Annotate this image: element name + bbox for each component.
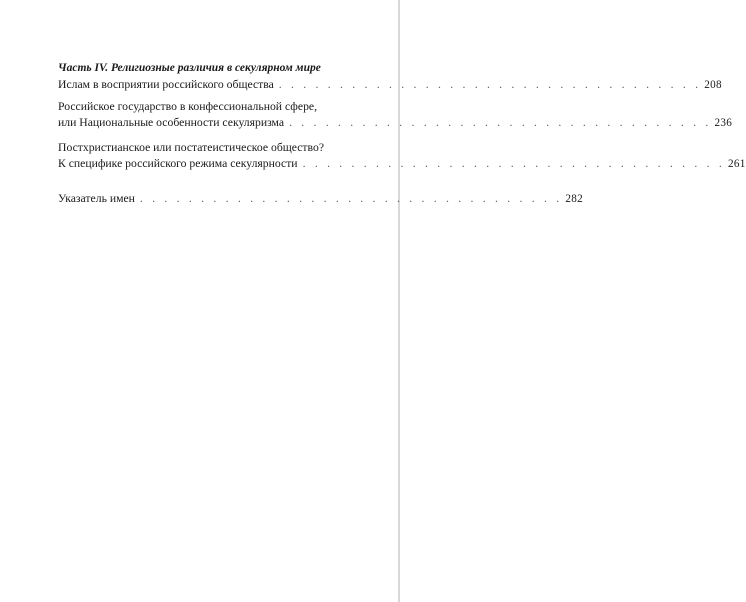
leader-dots: . . . . . . . . . . . . . . . . . . . . . . . . . . . . . . . . . . . (139, 191, 563, 205)
toc-entry-page-number: 282 (565, 192, 584, 205)
toc-entry (58, 140, 746, 173)
toc-entry-title: или Национальные особенности секуляризма (58, 116, 285, 129)
table-of-contents (58, 61, 746, 207)
toc-entry-page-number: 261 (728, 158, 746, 170)
toc-entry-line (58, 77, 722, 94)
toc-entry-title: Указатель имен (58, 191, 135, 205)
toc-entry-title-line: Российское государство в конфессиональной сфере, (58, 99, 318, 113)
leader-dots: . . . . . . . . . . . . . . . . . . . . . . . . . . . . . . . . . . . (278, 78, 702, 91)
toc-entry-line (58, 156, 746, 173)
toc-entry-title-line: Постхристианское или постатеистическое общество? (58, 140, 325, 154)
section-heading: Часть IV. Религиозные различия в секулярном мире (58, 62, 321, 74)
toc-entry-page-number: 208 (704, 79, 722, 91)
leader-dots: . . . . . . . . . . . . . . . . . . . . . . . . . . . . . . . . . . . (289, 116, 712, 129)
toc-entry (58, 191, 584, 208)
toc-entry (58, 77, 722, 94)
toc-entry-page-number: 236 (714, 117, 733, 129)
leader-dots: . . . . . . . . . . . . . . . . . . . . . . . . . . . . . . . . . . . (302, 157, 725, 170)
toc-entry-line (58, 191, 584, 208)
toc-entry (58, 99, 733, 132)
toc-entry-line (58, 115, 733, 132)
toc-entry-title: Ислам в восприятии российского общества (58, 78, 274, 91)
toc-entry-title: К специфике российского режима секулярности (58, 157, 298, 170)
